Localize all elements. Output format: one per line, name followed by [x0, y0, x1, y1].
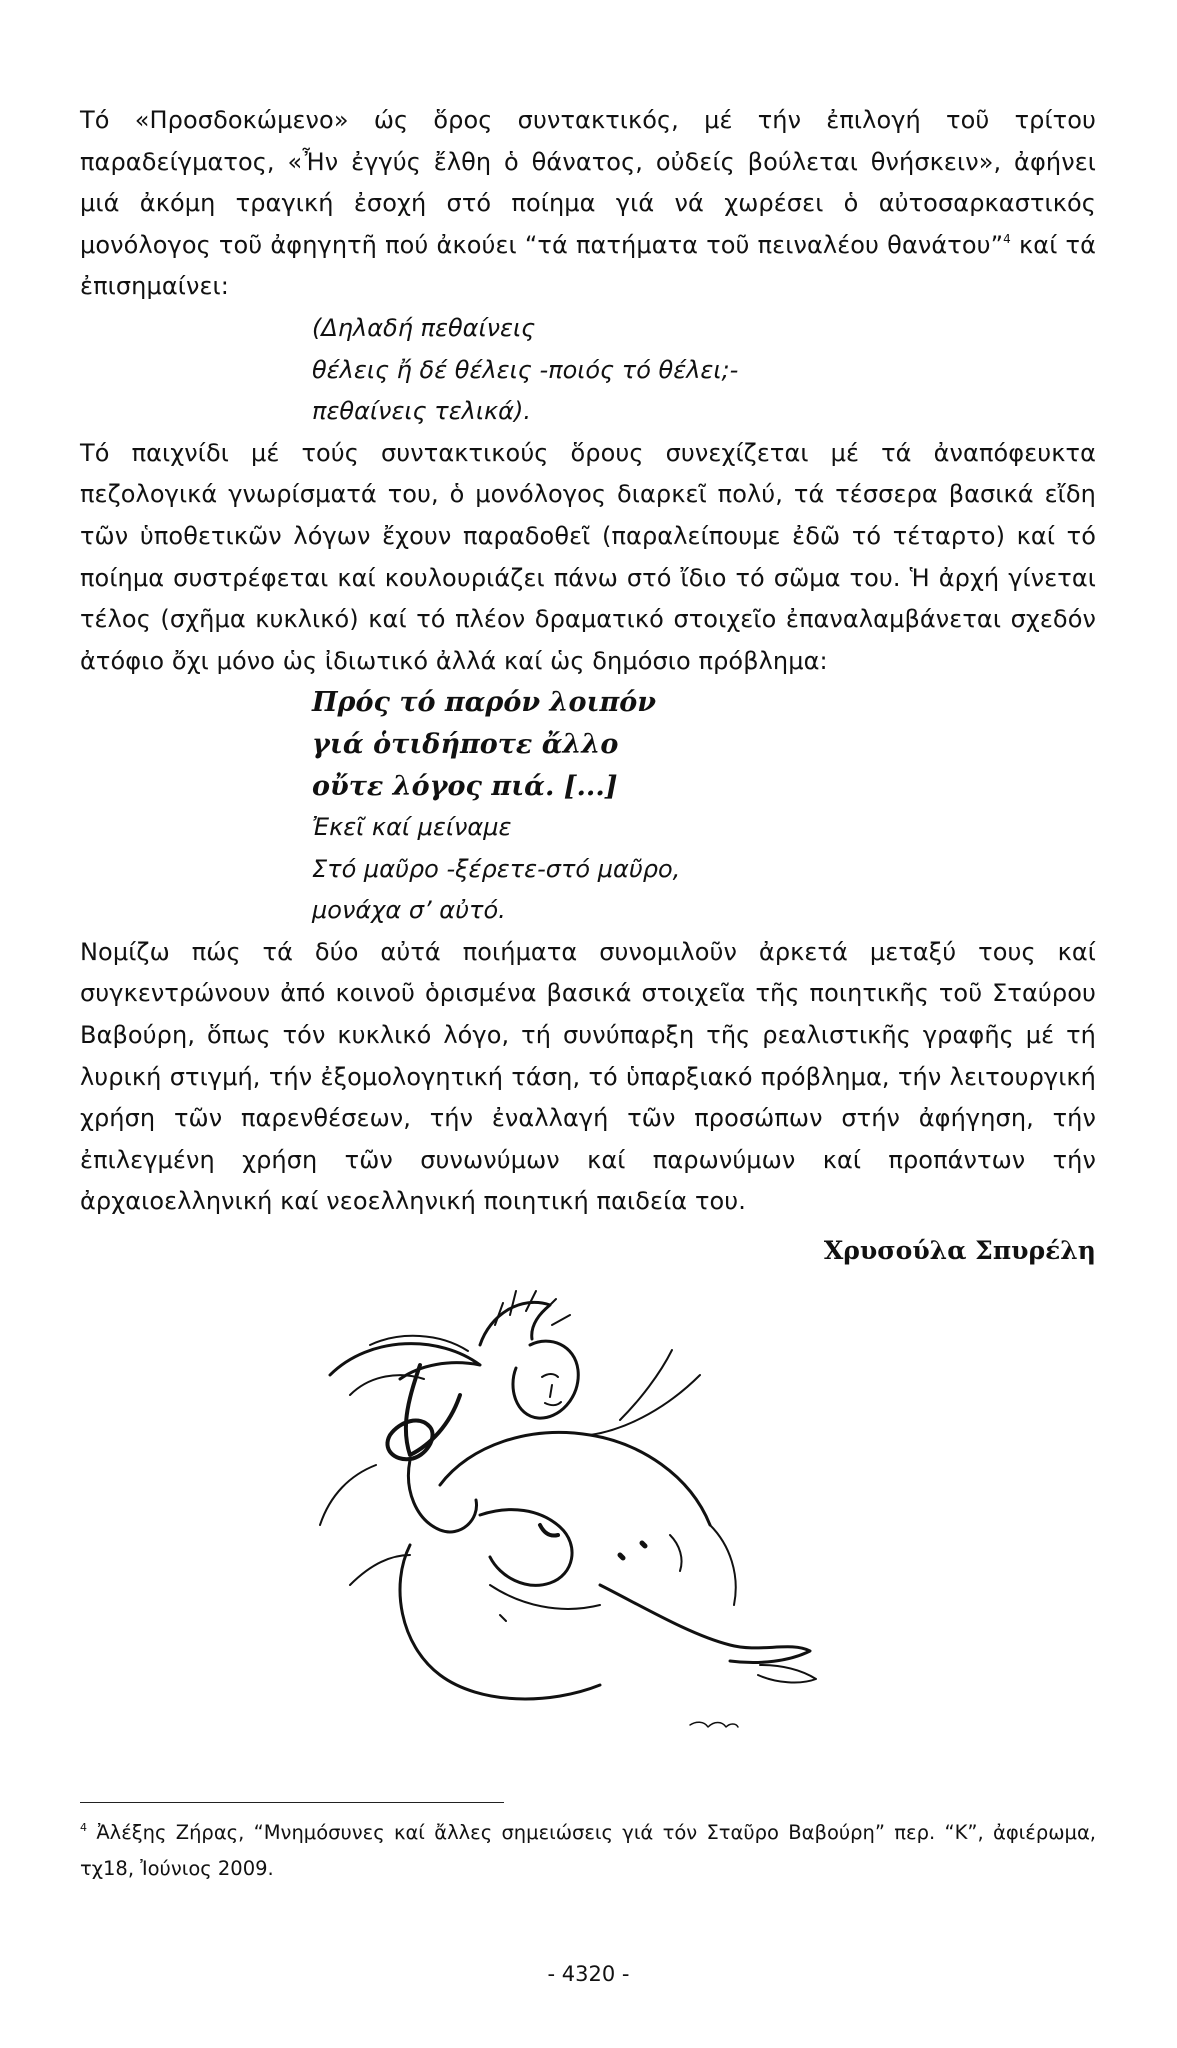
verse-line: πεθαίνεις τελικά). — [312, 397, 531, 426]
verse-line: Στό μαῦρο -ξέρετε-στό μαῦρο, — [312, 854, 681, 883]
paragraph-2: Τό παιχνίδι μέ τούς συντακτικούς ὅρους συνεχίζεται μέ τά ἀναπόφευκτα πεζολογικά γνωρίσματά του, ὁ μονόλογος διαρκεῖ πολύ, τά τέσσερα βασικά εἴδη τῶν ὑποθετικῶν λόγων ἔχουν παραδοθεῖ (παραλείπουμε ἐδῶ τό τέταρτο) καί τό ποίημα συστρέφεται καί κουλουριάζει πάνω στό ἴδιο τό σῶμα του. Ἡ ἀρχή γίνεται τέλος (σχῆμα κυκλικό) καί τό πλέον δραματικό στοιχεῖο ἐπαναλαμβάνεται σχεδόν ἀτόφιο ὄχι μόνο ὡς ἰδιωτικό ἀλλά καί ὡς δημόσιο πρόβλημα: — [80, 438, 1096, 675]
page-number: - 4320 - — [547, 1962, 630, 1986]
verse-line: Ἐκεῖ καί μείναμε — [312, 813, 512, 842]
footnote — [80, 1815, 1096, 1887]
footnote-text: Ἀλέξης Ζήρας, “Μνημόσυνες καί ἄλλες σημειώσεις γιά τόν Σταῦρο Βαβούρη” περ. “Κ”, ἀφιέρωμα, τχ18, Ἰούνιος 2009. — [80, 1821, 1096, 1880]
verse-quote-1 — [312, 308, 1096, 433]
ink-sketch-illustration — [290, 1285, 850, 1755]
verse-quote-2 — [312, 682, 1096, 932]
footnote-number: 4 — [80, 1821, 87, 1834]
verse-line-bold: οὔτε λόγος πιά. [...] — [312, 770, 618, 802]
paragraph-1-text-a: Τό «Προσδοκώμενο» ώς ὅρος συντακτικός, μέ τήν ἐπιλογή τοῦ τρίτου παραδείγματος, «Ἦν ἐγγύς ἔλθη ὁ θάνατος, οὐδείς βούλεται θνήσκειν», ἀφήνει μιά ἀκόμη τραγική ἐσοχή στό ποίημα γιά νά χωρέσει ὁ αὐτοσαρκαστικός μονόλογος τοῦ ἀφηγητῆ πού ἀκούει “τά πατήματα τοῦ πειναλέου θανάτου” — [80, 106, 1096, 259]
verse-line-bold: Πρός τό παρόν λοιπόν — [312, 687, 657, 719]
verse-line: μονάχα σ’ αὐτό. — [312, 896, 506, 925]
verse-line-bold: γιά ὁτιδήποτε ἄλλο — [312, 728, 619, 760]
paragraph-1-text-b: καί τά ἐπισημαίνει: — [80, 230, 1097, 301]
verse-line: (Δηλαδή πεθαίνεις — [312, 313, 536, 342]
paragraph-3: Νομίζω πώς τά δύο αὐτά ποιήματα συνομιλοῦν ἀρκετά μεταξύ τους καί συγκεντρώνουν ἀπό κοινοῦ ὁρισμένα βασικά στοιχεῖα τῆς ποιητικῆς τοῦ Σταύρου Βαβούρη, ὅπως τόν κυκλικό λόγο, τή συνύπαρξη τῆς ρεαλιστικῆς γραφῆς μέ τή λυρική στιγμή, τήν ἐξομολογητική τάση, τό ὑπαρξιακό πρόβλημα, τήν λειτουργική χρήση τῶν παρενθέσεων, τήν ἐναλλαγή τῶν προσώπων στήν ἀφήγηση, τήν ἐπιλεγμένη χρήση τῶν συνωνύμων καί παρωνύμων καί προπάντων τήν ἀρχαιοελληνική καί νεοελληνική ποιητική παιδεία του. — [80, 937, 1096, 1216]
author-signature: Χρυσούλα Σπυρέλη — [823, 1236, 1096, 1266]
footnote-reference[interactable]: 4 — [1003, 231, 1011, 246]
footnote-divider — [80, 1802, 504, 1803]
article-body — [80, 100, 1096, 1273]
paragraph-1 — [80, 100, 1096, 308]
verse-line: θέλεις ἤ δέ θέλεις -ποιός τό θέλει;- — [312, 355, 739, 384]
